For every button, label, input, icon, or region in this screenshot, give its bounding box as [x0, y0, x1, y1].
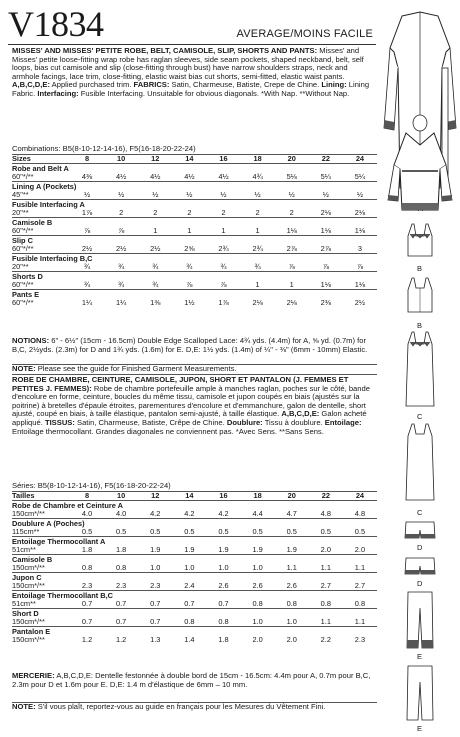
yardage-value: ⅞ [220, 280, 227, 289]
yardage-value: 0.7 [81, 617, 93, 626]
yardage-row [12, 636, 377, 644]
yardage-value: 1.1 [320, 617, 331, 626]
yardage-value: 4½ [218, 172, 229, 181]
yardage-value: 2¾ [218, 244, 229, 253]
yardage-value: 2⅝ [184, 244, 195, 253]
yardage-value: ⅞ [356, 262, 364, 271]
yardage-value: 2.4 [184, 581, 195, 590]
figure-label-c-back: C [417, 508, 423, 517]
yardage-row [12, 263, 377, 272]
yardage-value: 2½ [150, 244, 161, 253]
yardage-value: 0.7 [150, 599, 161, 608]
garment-label: Doublure A (Poches) [12, 519, 377, 529]
yardage-row [12, 546, 377, 555]
yardage-value: 4.0 [81, 509, 93, 518]
yardage-value: 2.0 [252, 635, 263, 644]
fr-fabrics-label: TISSUS: [44, 417, 75, 427]
shorts-d-front-illustration [404, 520, 436, 542]
yardage-value: 1⅞ [81, 208, 93, 217]
yardage-value: 3 [357, 244, 362, 253]
figure-label-d-back: D [417, 579, 423, 588]
fr-yardage-table [12, 491, 377, 644]
garment-label: Fusible Interfacing B,C [12, 254, 377, 264]
yardage-value: 0.7 [116, 617, 127, 626]
size-header-cell: 18 [241, 155, 275, 164]
yardage-value: 1.4 [184, 635, 195, 644]
fr-note [12, 702, 377, 712]
yardage-value: 4½ [150, 172, 161, 181]
yardage-value: ¾ [152, 262, 159, 271]
yardage-value: ¾ [83, 262, 91, 271]
pants-e-front-illustration [406, 590, 434, 650]
camisole-b-back-illustration [402, 276, 438, 316]
garment-illustrations [380, 0, 460, 737]
yardage-value: 1⅛ [320, 280, 331, 289]
yardage-value: ½ [186, 190, 193, 199]
garment-label: Shorts D [12, 272, 377, 282]
yardage-value: ¾ [83, 280, 91, 289]
yardage-value: ½ [322, 190, 329, 199]
fr-description [12, 376, 377, 436]
fr-title: ROBE DE CHAMBRE, CEINTURE, CAMISOLE, JUPON, SHORT ET PANTALON (J. FEMMES ET PETITES J. FEMMES): [12, 375, 349, 393]
en-fabrics-text: Satin, Charmeuse, Batiste, Crepe de Chine. [169, 80, 322, 90]
yardage-value: 1.8 [116, 545, 127, 554]
fabric-width: 150cm*/** [12, 581, 45, 590]
en-desc: Misses' and Misses' petite loose-fitting wrap robe has raglan sleeves, side seam pockets, shaped neckband, belt, self loops, bias cut camisole and slip (close-fitting through bust) have narrow shoulders straps, neck and armhole facings, lace trim, close-fitting, elastic waist bias cut shorts, semi-fitted, elastic waist pants. [12, 46, 364, 81]
yardage-value: 0.7 [218, 599, 229, 608]
fabric-width: 60"*/** [12, 172, 34, 181]
figure-label-c-front: C [417, 412, 423, 421]
size-header-row [12, 155, 377, 164]
fabric-width: 20"** [12, 208, 29, 217]
size-header-cell: 18 [241, 492, 275, 501]
yardage-value: 4.2 [150, 509, 161, 518]
fr-note-text: S'il vous plaît, reportez-vous au guide en français pour les Mesures du Vêtement Fini. [35, 702, 326, 711]
fr-note-label: NOTE: [12, 702, 36, 711]
yardage-value: 0.8 [116, 563, 127, 572]
size-header-cell: 10 [104, 155, 138, 164]
yardage-value: 2.3 [150, 581, 161, 590]
yardage-value: 1½ [184, 298, 195, 307]
yardage-value: ½ [83, 190, 91, 199]
fr-interfacing-label: Entoilage: [324, 417, 362, 427]
fr-fabrics-text: Satin, Charmeuse, Batiste, Crêpe de Chine. [74, 417, 227, 427]
en-views-label: A,B,C,D,E: [12, 80, 50, 90]
yardage-value: 2⅛ [320, 208, 331, 217]
yardage-value: ¾ [254, 262, 261, 271]
yardage-value: 4.4 [252, 509, 263, 518]
yardage-value: 1.0 [184, 563, 195, 572]
yardage-row [12, 173, 377, 182]
yardage-value: 1⅛ [354, 226, 366, 235]
yardage-row [12, 191, 377, 200]
yardage-value: 2½ [116, 244, 127, 253]
size-header-row [12, 492, 377, 501]
yardage-value: 0.5 [320, 527, 331, 536]
en-notions-text: 6" - 6½" (15cm - 16.5cm) Double Edge Scalloped Lace: 4¾ yds. (4.4m) for A, ⅝ yd. (0.7m) for B,C, 2½yds. (2.3m) for D and 1¾ yds. (1.6m) for E. D,E: 1½ yds. (1.4m) of ¼" - ⅜" (6mm - 10mm) Elastic. [12, 336, 368, 354]
fabric-width: 51cm** [12, 545, 36, 554]
yardage-value: 2.7 [320, 581, 331, 590]
garment-label: Pants E [12, 290, 377, 300]
slip-c-front-illustration [402, 330, 438, 410]
yardage-row [12, 209, 377, 218]
yardage-value: 2½ [81, 244, 93, 253]
en-note-text: Please see the guide for Finished Garment Measurements. [35, 364, 237, 373]
yardage-value: 4½ [184, 172, 195, 181]
fr-notions [12, 672, 377, 689]
yardage-value: 1.2 [81, 635, 93, 644]
yardage-value: 2.6 [218, 581, 229, 590]
yardage-value: ¾ [186, 262, 193, 271]
yardage-value: 0.8 [354, 599, 366, 608]
fr-views-text: Galon acheté appliqué. [12, 409, 367, 427]
garment-label: Entoilage Thermocollant B,C [12, 591, 377, 601]
yardage-value: 4.8 [354, 509, 366, 518]
en-combinations: Combinations: B5(8-10-12-14-16), F5(16-18-20-22-24) [12, 144, 196, 153]
fr-views-label: A,B,C,D,E: [281, 409, 320, 419]
yardage-value: 2 [187, 208, 192, 217]
garment-label: Pantalon E [12, 627, 377, 637]
yardage-row [12, 510, 377, 519]
fabric-width: 51cm** [12, 599, 36, 608]
yardage-value: 2.3 [354, 635, 366, 644]
yardage-value: 2.0 [354, 545, 366, 554]
yardage-value: 1 [255, 226, 260, 235]
yardage-value: 1.0 [286, 617, 297, 626]
yardage-value: 2⅛ [286, 298, 297, 307]
yardage-value: ½ [254, 190, 261, 199]
yardage-value: 1.0 [252, 563, 263, 572]
fabric-width: 150cm*/** [12, 635, 45, 644]
yardage-value: 1.2 [116, 635, 127, 644]
yardage-value: 0.5 [252, 527, 263, 536]
yardage-value: 2½ [354, 298, 366, 307]
size-header-cell: 10 [104, 492, 138, 501]
yardage-value: ⅞ [288, 262, 295, 271]
yardage-value: 1 [289, 280, 294, 289]
en-title: MISSES' AND MISSES' PETITE ROBE, BELT, CAMISOLE, SLIP, SHORTS AND PANTS: [12, 46, 318, 55]
sizes-label: Tailles [12, 492, 70, 501]
yardage-value: 2⅛ [354, 208, 366, 217]
yardage-value: 1⅛ [320, 226, 331, 235]
yardage-value: 1.9 [150, 545, 161, 554]
en-lining-text: Lining Fabric. [12, 80, 370, 98]
size-header-cell: 14 [172, 155, 206, 164]
yardage-value: 0.7 [81, 599, 93, 608]
shorts-d-back-illustration [404, 556, 436, 578]
yardage-value: 1 [187, 226, 192, 235]
garment-label: Fusible Interfacing A [12, 200, 377, 210]
yardage-value: ½ [356, 190, 364, 199]
en-description [12, 47, 377, 99]
yardage-value: 2 [289, 208, 294, 217]
yardage-value: 2.0 [286, 635, 297, 644]
yardage-value: ½ [118, 190, 125, 199]
yardage-value: 0.5 [116, 527, 127, 536]
en-yardage-table [12, 154, 377, 307]
yardage-row [12, 582, 377, 591]
yardage-value: 2⅞ [320, 244, 331, 253]
garment-label: Lining A (Pockets) [12, 182, 377, 192]
fr-combinations: Séries: B5(8-10-12-14-16), F5(16-18-20-22-24) [12, 481, 171, 490]
yardage-value: ½ [152, 190, 159, 199]
yardage-row [12, 299, 377, 307]
yardage-value: ½ [288, 190, 295, 199]
garment-label: Robe and Belt A [12, 164, 377, 174]
yardage-value: 1.0 [150, 563, 161, 572]
yardage-row [12, 600, 377, 609]
yardage-row [12, 245, 377, 254]
size-header-cell: 12 [138, 155, 172, 164]
yardage-value: 1.0 [252, 617, 263, 626]
garment-label: Robe de Chambre et Ceinture A [12, 501, 377, 511]
camisole-b-front-illustration [402, 222, 438, 260]
fr-notions-text: A,B,C,D,E: Dentelle festonnée à double bord de 15cm - 16.5cm: 4.4m pour A, 0.7m pour B,C, 2.3m pour D et 1.6m pour E. D,E: 1.4 m d'élastique de 6mm – 10 mm. [12, 671, 371, 689]
fabric-width: 45"** [12, 190, 29, 199]
yardage-value: ⅞ [322, 262, 329, 271]
yardage-value: 0.5 [218, 527, 229, 536]
yardage-value: 2.0 [320, 545, 331, 554]
yardage-value: 2 [153, 208, 158, 217]
yardage-value: 1⅛ [354, 280, 366, 289]
garment-label: Camisole B [12, 555, 377, 565]
yardage-value: 0.8 [184, 617, 195, 626]
fabric-width: 20"** [12, 262, 29, 271]
size-header-cell: 20 [275, 492, 309, 501]
yardage-value: 1 [255, 280, 260, 289]
yardage-value: 0.8 [218, 617, 229, 626]
yardage-value: 2.3 [81, 581, 93, 590]
fabric-width: 150cm*/** [12, 563, 45, 572]
garment-label: Jupon C [12, 573, 377, 583]
yardage-value: 4½ [116, 172, 127, 181]
size-header-cell: 22 [309, 492, 343, 501]
yardage-value: 2.6 [252, 581, 263, 590]
yardage-value: 5¼ [354, 172, 366, 181]
en-interfacing-label: Interfacing: [37, 88, 79, 98]
yardage-value: 1⅛ [286, 226, 297, 235]
yardage-value: 0.5 [81, 527, 93, 536]
figure-label-e-back: E [417, 724, 423, 733]
yardage-row [12, 281, 377, 290]
fabric-width: 60"*/** [12, 226, 34, 235]
yardage-value: 2⅞ [286, 244, 297, 253]
yardage-row [12, 618, 377, 627]
yardage-value: 4.8 [320, 509, 331, 518]
figure-label-b-front: B [417, 264, 423, 273]
yardage-value: 0.5 [286, 527, 297, 536]
yardage-value: 4⅜ [81, 172, 93, 181]
yardage-value: ¾ [118, 262, 125, 271]
yardage-value: 2.7 [354, 581, 366, 590]
yardage-value: 1 [221, 226, 226, 235]
yardage-value: ⅞ [83, 226, 91, 235]
yardage-value: 2¾ [252, 244, 263, 253]
size-header-cell: 22 [309, 155, 343, 164]
size-header-cell: 16 [206, 492, 240, 501]
difficulty-level: AVERAGE/MOINS FACILE [236, 28, 373, 40]
yardage-value: ¾ [118, 280, 125, 289]
yardage-value: 2⅜ [320, 298, 331, 307]
fabric-width: 60"*/** [12, 244, 34, 253]
yardage-value: 1.1 [286, 563, 297, 572]
yardage-value: 2.3 [116, 581, 127, 590]
yardage-value: 4.2 [218, 509, 229, 518]
size-header-cell: 8 [70, 155, 104, 164]
yardage-value: 2 [255, 208, 260, 217]
yardage-value: 1.0 [218, 563, 229, 572]
yardage-value: 4.0 [116, 509, 127, 518]
robe-a-front-illustration [380, 115, 460, 215]
fabric-width: 150cm*/** [12, 509, 45, 518]
size-header-cell: 20 [275, 155, 309, 164]
yardage-value: 1.1 [320, 563, 331, 572]
en-lining-label: Lining: [321, 80, 347, 90]
yardage-row [12, 528, 377, 537]
yardage-value: 0.7 [184, 599, 195, 608]
yardage-value: 1.9 [252, 545, 263, 554]
figure-label-d-front: D [417, 543, 423, 552]
size-header-cell: 8 [70, 492, 104, 501]
yardage-value: 1.9 [218, 545, 229, 554]
yardage-row [12, 227, 377, 236]
figure-label-e-front: E [417, 652, 423, 661]
yardage-value: ¾ [220, 262, 227, 271]
en-note-label: NOTE: [12, 364, 36, 373]
yardage-value: 1.3 [150, 635, 161, 644]
yardage-value: 4.7 [286, 509, 297, 518]
figure-label-b-back: B [417, 321, 423, 330]
size-header-cell: 16 [206, 155, 240, 164]
yardage-value: 1⅜ [150, 298, 161, 307]
fabric-width: 60"*/** [12, 298, 34, 307]
yardage-value: 0.8 [81, 563, 93, 572]
en-fabrics-label: FABRICS: [133, 80, 170, 90]
fabric-width: 115cm** [12, 527, 40, 536]
en-interfacing-text: Fusible Interfacing. Unsuitable for obvious diagonals. *With Nap. **Without Nap. [78, 88, 350, 98]
yardage-value: 1.9 [286, 545, 297, 554]
yardage-value: 1.9 [184, 545, 195, 554]
yardage-value: 0.8 [286, 599, 297, 608]
yardage-row [12, 564, 377, 573]
en-note [12, 364, 377, 375]
fabric-width: 150cm*/** [12, 617, 45, 626]
slip-c-back-illustration [402, 422, 438, 504]
size-header-cell: 24 [343, 155, 377, 164]
yardage-value: 1.1 [354, 563, 366, 572]
yardage-value: 0.7 [150, 617, 161, 626]
yardage-value: 1.8 [81, 545, 93, 554]
garment-label: Entoilage Thermocollant A [12, 537, 377, 547]
pants-e-back-illustration [406, 664, 434, 722]
yardage-value: 1.8 [218, 635, 229, 644]
yardage-value: 5⅛ [286, 172, 297, 181]
yardage-value: 2.2 [320, 635, 331, 644]
size-header-cell: 14 [172, 492, 206, 501]
yardage-value: 0.8 [252, 599, 263, 608]
yardage-value: ⅞ [186, 280, 193, 289]
yardage-value: 2.6 [286, 581, 297, 590]
yardage-value: 1 [153, 226, 158, 235]
yardage-value: 0.8 [320, 599, 331, 608]
fr-lining-label: Doublure: [226, 417, 263, 427]
en-notions-label: NOTIONS: [12, 336, 50, 345]
yardage-value: ⅞ [118, 226, 125, 235]
size-header-cell: 12 [138, 492, 172, 501]
yardage-value: 0.5 [184, 527, 195, 536]
yardage-value: 4¾ [252, 172, 263, 181]
yardage-value: 2⅛ [252, 298, 263, 307]
garment-label: Slip C [12, 236, 377, 246]
en-views-text: Applied purchased trim. [49, 80, 134, 90]
sizes-label: Sizes [12, 155, 70, 164]
yardage-value: ¾ [152, 280, 159, 289]
fr-interfacing-text: Entoilage thermocollant. Grandes diagonales ne conviennent pas. *Avec Sens. **Sans Sens. [12, 426, 324, 436]
yardage-value: ½ [220, 190, 227, 199]
yardage-value: 1¼ [81, 298, 93, 307]
pattern-number: V1834 [8, 4, 104, 44]
en-notions [12, 337, 377, 354]
yardage-value: 0.5 [354, 527, 366, 536]
garment-label: Short D [12, 609, 377, 619]
yardage-value: 1⅞ [218, 298, 229, 307]
yardage-value: 1.1 [354, 617, 366, 626]
yardage-value: 5¼ [320, 172, 331, 181]
yardage-value: 4.2 [184, 509, 195, 518]
size-header-cell: 24 [343, 492, 377, 501]
yardage-value: 0.5 [150, 527, 161, 536]
yardage-value: 2 [221, 208, 226, 217]
garment-label: Camisole B [12, 218, 377, 228]
fr-desc: Robe de chambre portefeuille ample à manches raglan, poches sur le côté, bande d'encolure en forme, ceinture, boucles du même tissu, camisole et jupon coupés en biais (ajustés sur la poitrine) à bretelles d'épaule étroites, parementures d'encolure et d'emmanchure, galon de dentelle, short ajusté, coupé en biais, à taille élastique, pantalon semi-ajusté, à taille élastique. [12, 383, 370, 419]
yardage-value: 1¼ [116, 298, 127, 307]
fabric-width: 60"*/** [12, 280, 34, 289]
fr-lining-text: Tissu à doublure. [262, 417, 325, 427]
yardage-value: 0.7 [116, 599, 127, 608]
fr-notions-label: MERCERIE: [12, 671, 55, 680]
header-rule [8, 44, 376, 45]
yardage-value: 2 [119, 208, 124, 217]
